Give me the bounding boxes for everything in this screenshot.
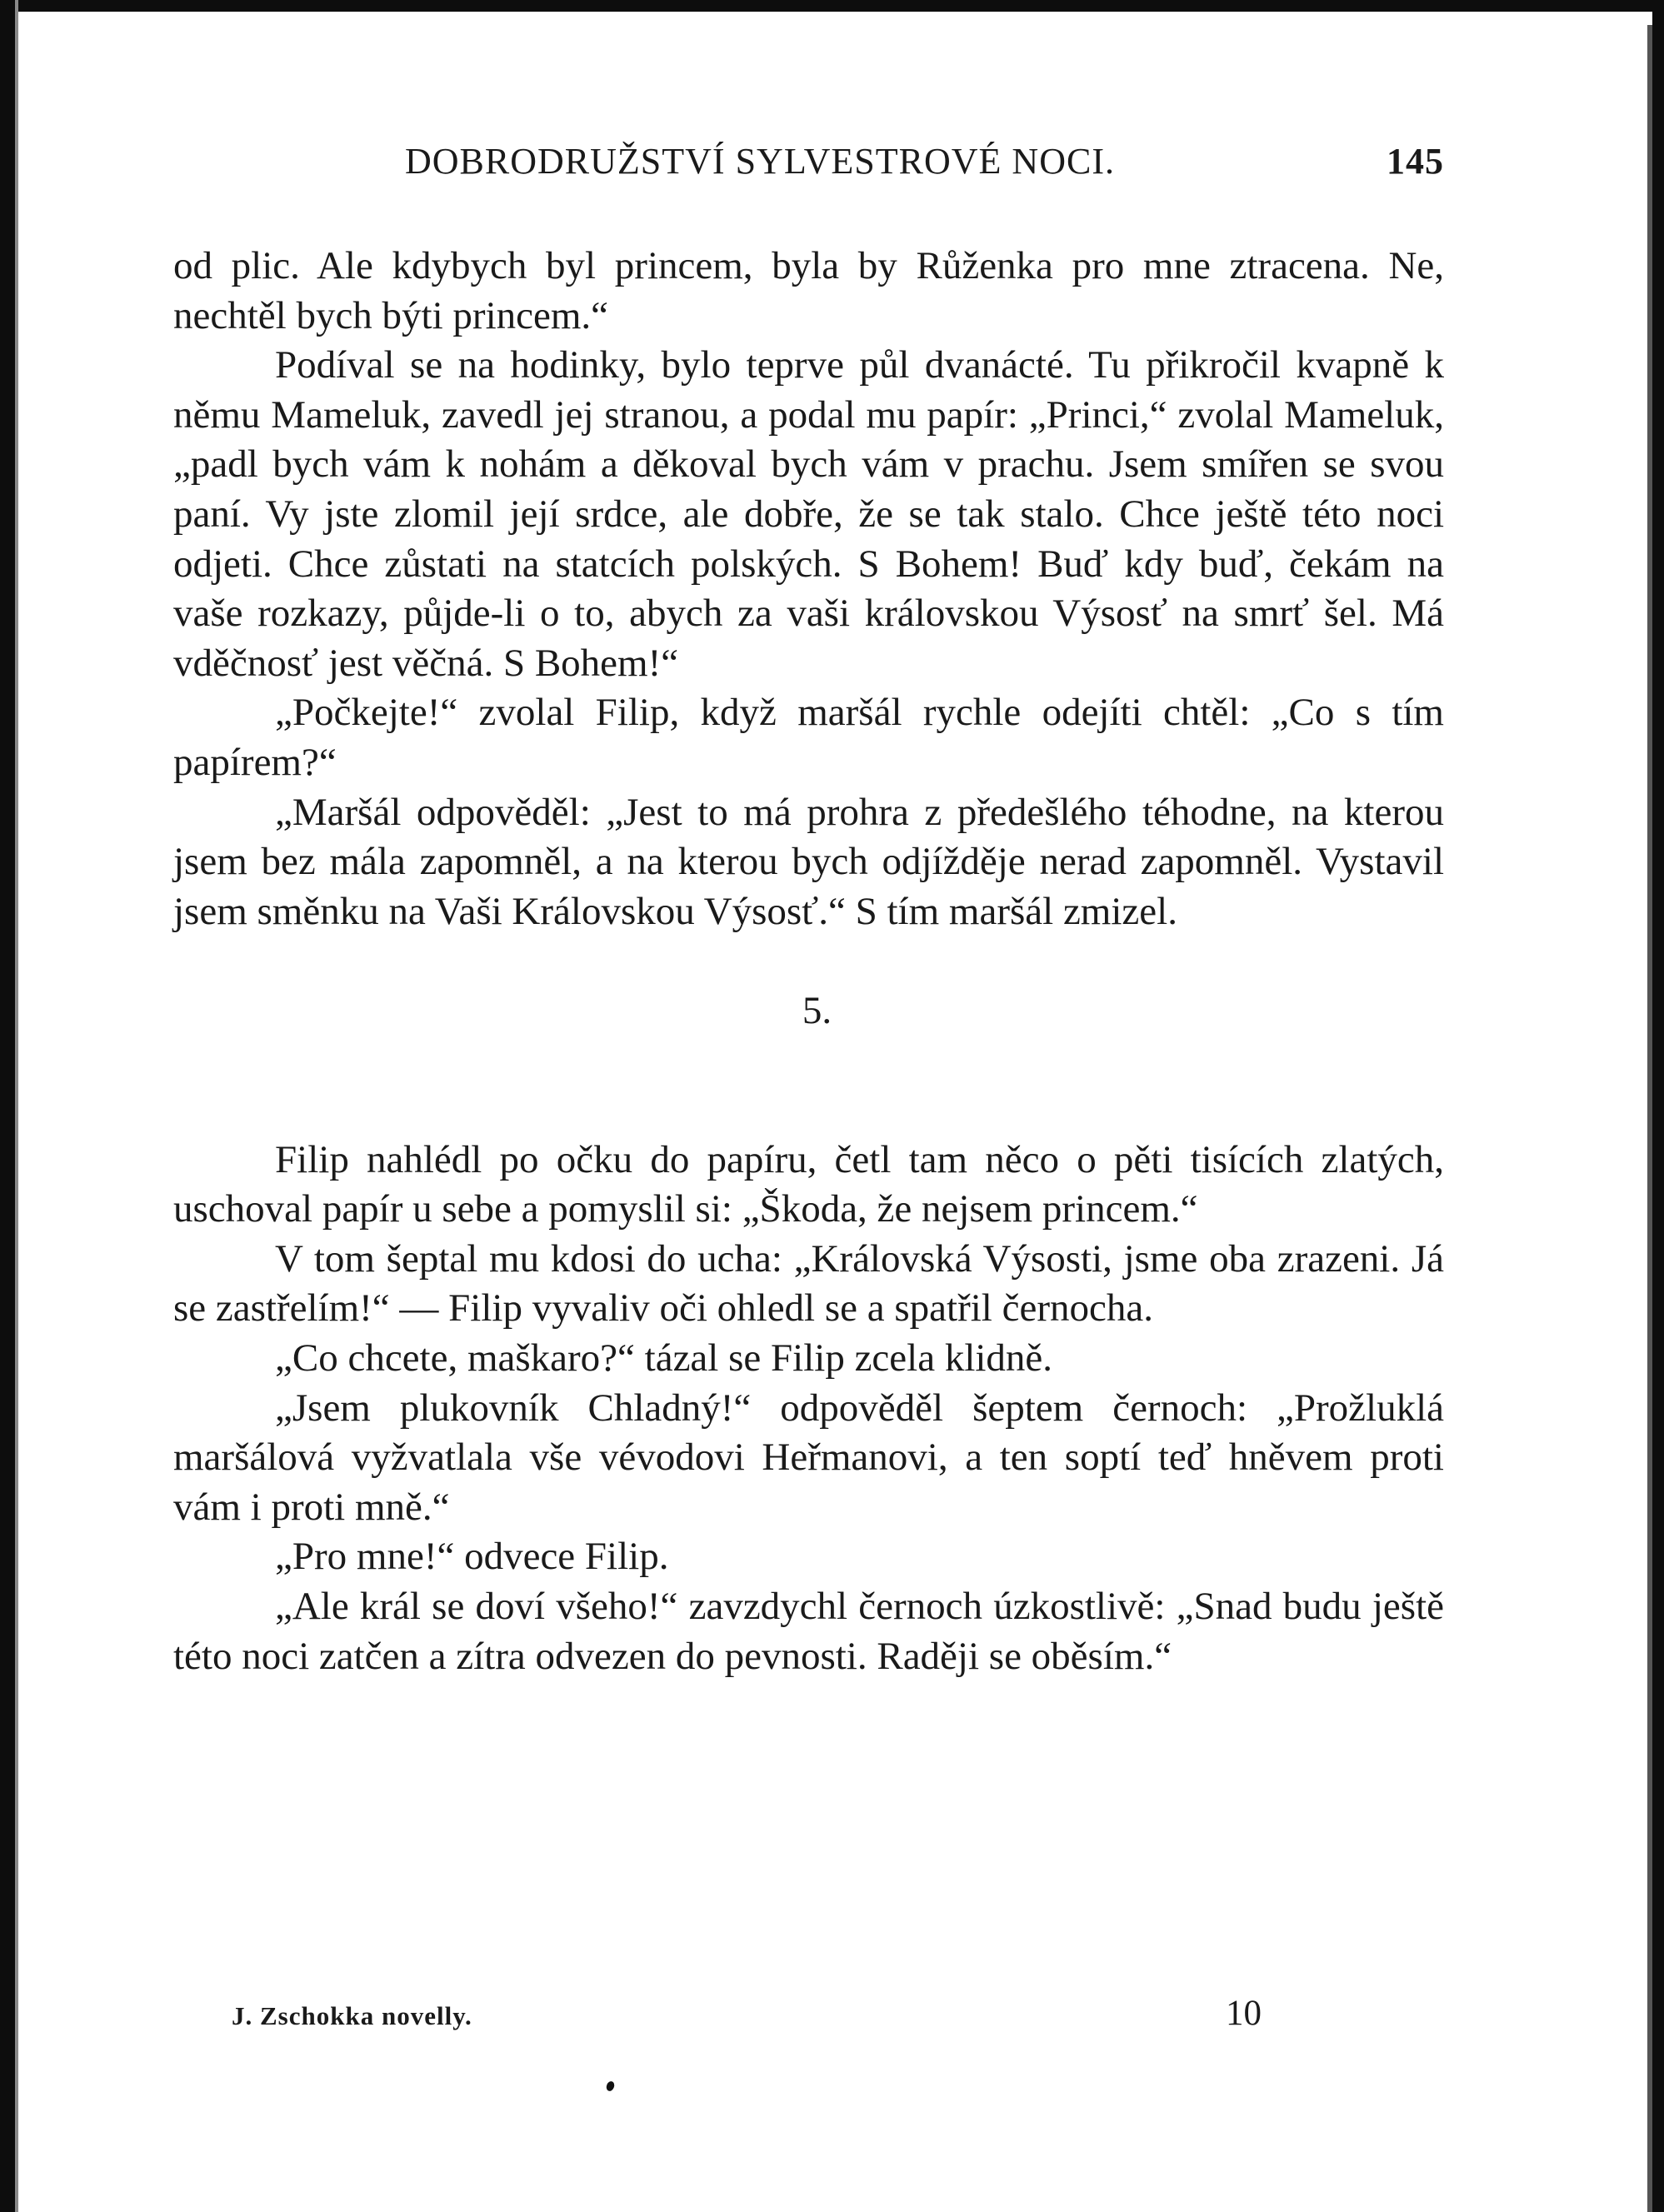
scan-edge-left [0,0,15,2212]
paragraph: „Ale král se doví všeho!“ zavzdychl černoch úzkostlivě: „Snad budu ještě této noci zatčen a zítra odvezen do pevnosti. Raději se oběsím.“ [173,1585,1444,1678]
page-number: 145 [1387,141,1444,182]
paragraph: „Maršál odpověděl: „Jest to má prohra z předešlého téhodne, na kterou jsem bez mála zapomněl, a na kterou bych odjížděje nerad zapomněl. Vystavil jsem směnku na Vaši Královskou Výsosť.“ S tím maršál zmizel. [173,790,1444,933]
scan-edge-left-shadow [15,0,18,2212]
body-text [173,242,1444,1681]
paragraph: Podíval se na hodinky, bylo teprve půl dvanácté. Tu přikročil kvapně k němu Mameluk, zavedl jej stranou, a podal mu papír: „Princi,“ zvolal Mameluk, „padl bych vám k nohám a děkoval bych vám v prachu. Jsem smířen se svou paní. Vy jste zlomil její srdce, ale dobře, že se tak stalo. Chce ještě této noci odjeti. Chce zůstati na statcích polských. S Bohem! Buď kdy buď, čekám na vaše rozkazy, půjde-li o to, abych za vaši královskou Výsosť na smrť šel. Má vděčnosť jest věčná. S Bohem!“ [173,343,1444,685]
book-page [173,0,1444,2212]
running-title: DOBRODRUŽSTVÍ SYLVESTROVÉ NOCI. [405,141,1115,182]
chapter-number: 5. [802,988,832,1032]
paragraph: od plic. Ale kdybych byl princem, byla by Růženka pro mne ztracena. Ne, nechtěl bych býti princem.“ [173,244,1444,337]
page-footer [173,1993,1444,2043]
sheet-number: 10 [1226,1994,1262,2033]
page-header [173,140,1444,190]
scan-edge-right [1652,0,1664,2212]
paragraph: V tom šeptal mu kdosi do ucha: „Královská Výsosti, jsme oba zrazeni. Já se zastřelím!“ — Filip vyvaliv oči ohledl se a spatřil černocha. [173,1236,1444,1331]
scan-edge-right-shadow [1647,25,1652,2212]
paragraph: „Počkejte!“ zvolal Filip, když maršál rychle odejíti chtěl: „Co s tím papírem?“ [173,691,1444,784]
paragraph: „Jsem plukovník Chladný!“ odpověděl šeptem černoch: „Prožluklá maršálová vyžvatlala vše vévodovi Heřmanovi, a ten soptí teď hněvem proti vám i proti mně.“ [173,1386,1444,1529]
printer-signature: J. Zschokka novelly. [232,2001,472,2030]
paragraph: „Pro mne!“ odvece Filip. [275,1535,669,1579]
chapter-heading [173,936,1444,1135]
paragraph: „Co chcete, maškaro?“ tázal se Filip zcela klidně. [275,1336,1053,1381]
paragraph: Filip nahlédl po očku do papíru, četl tam něco o pěti tisících zlatých, uschoval papír u sebe a pomyslil si: „Škoda, že nejsem princem.“ [173,1137,1444,1231]
